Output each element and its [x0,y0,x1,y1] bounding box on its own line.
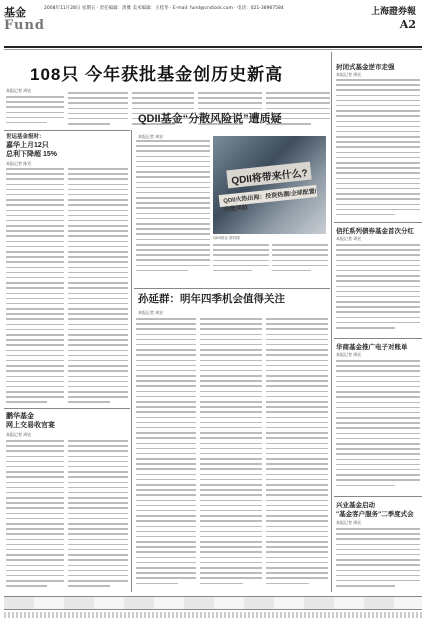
main-headline: 108只 今年获批基金创历史新高 [30,65,284,84]
left-story1-text-col1 [6,168,64,404]
right-story4-headline: 兴业基金启动 [336,502,375,509]
left-story1-text-col2 [68,168,128,404]
sun-divider [134,288,330,289]
qdii-text-col1b [136,244,210,282]
qdii-headline: QDII基金“分散风险说”遭质疑 [138,113,282,125]
main-byline: 本报记者 周宏 [6,88,32,93]
page-header [4,4,422,46]
left-story1-kicker: 世运基金报时： [6,134,45,140]
qdii-text-col2 [213,244,269,282]
bottom-data-table [4,596,422,610]
sun-text-col2 [200,318,262,590]
qdii-text-col3 [272,244,328,282]
sun-byline: 本报记者 周宏 [138,310,164,315]
left-story2-headline: 鹏华基金 [6,413,34,420]
right-story4-text [336,528,420,592]
right-story2-headline: 信托系列债券基金首次分红 [336,228,414,235]
right-story2-text [336,244,420,334]
right-divider-3 [334,496,422,497]
right-story3-text [336,360,420,492]
right-story4-byline: 本报记者 周宏 [336,520,362,525]
header-rule [4,46,422,48]
sun-text-col3 [266,318,328,590]
right-story1-headline: 封闭式基金逆市走强 [336,64,395,71]
section-name: 基金 [4,6,26,19]
photo-sign-2 [219,185,318,214]
left-story2-subhead: 网上交易收官宴 [6,422,55,429]
column-divider-right [331,52,332,592]
right-story3-headline: 华商基金推广电子对账单 [336,344,408,351]
photo-sign2-text: QDII火热出海：投资热潮/全球配置/分散风险 [223,188,317,214]
left-divider-2 [4,408,130,409]
newspaper-name: 上海證券報 [370,7,416,17]
sun-headline: 孙延群：明年四季机会值得关注 [138,293,285,305]
main-story-text-col2 [68,92,128,130]
sun-text-col1 [136,318,196,590]
left-story1-headline: 嘉华上月12只 [6,142,49,149]
right-story1-byline: 本报记者 周宏 [336,72,362,77]
header-rule-thin [4,49,422,50]
left-story1-subhead: 总利下降超 15% [6,151,57,158]
left-story2-text-col2 [68,440,128,592]
left-divider [4,130,130,131]
photo-sign [226,162,311,189]
right-divider-1 [334,222,422,223]
column-divider-left [131,130,132,592]
right-story2-byline: 本报记者 周宏 [336,236,362,241]
main-story-text-col1 [6,96,64,130]
right-divider-2 [334,338,422,339]
left-story2-byline: 本报记者 周宏 [6,432,32,437]
right-story4-subhead: "基金客户服务"二季度式会 [336,511,414,518]
photo-caption: QDII基金 资料图 [213,236,240,240]
left-story1-byline: 本报记者 陈芳 [6,161,32,166]
bottom-strip [4,612,422,618]
right-story3-byline: 本报记者 周宏 [336,352,362,357]
issue-meta: 2008年11月28日 星期五 · 责任编辑：唐雅 美术编辑：王桂华 · E-mail: fund@cnstock.com · 电话：021-38967584 [44,6,284,11]
section-english-name: Fund [4,18,45,33]
qdii-byline: 本报记者 周宏 [138,134,164,139]
page-number: A2 [399,18,416,31]
qdii-photo [213,136,326,234]
left-story2-text-col1 [6,440,64,592]
right-story1-text [336,79,420,219]
photo-sign-text: QDII将带来什么? [230,167,309,187]
